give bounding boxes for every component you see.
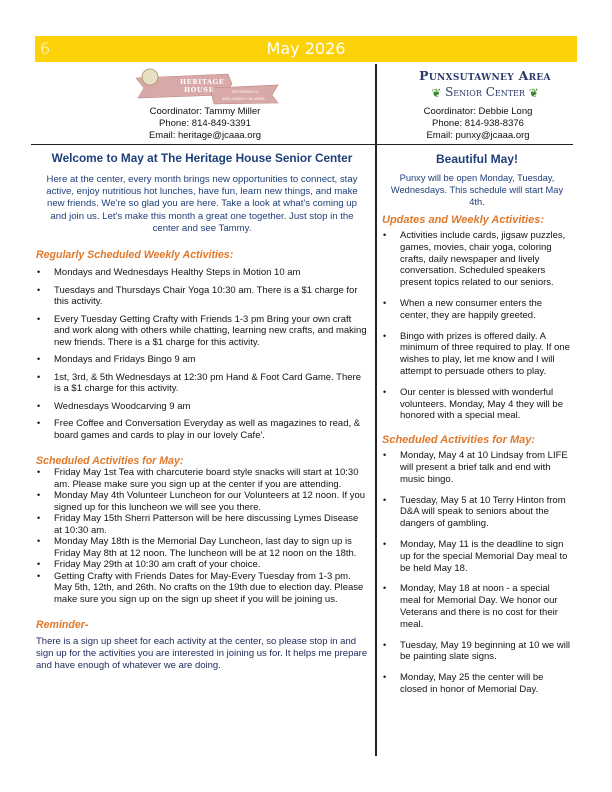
list-item: • Bingo with prizes is offered daily. A minimum of three required to play. If one wishes to play, let me know and I will attempt to persuade others to play.: [382, 331, 572, 378]
heritage-house-logo: [132, 68, 282, 106]
punxsutawney-phone: Phone: 814-938-8376: [432, 118, 524, 129]
list-item: • Activities include cards, jigsaw puzzles, games, movies, chair yoga, coloring crafts, daily newspaper and lively conversation. Scheduled speakers present topics related to our seniors.: [382, 230, 572, 289]
list-item: • Tuesday, May 19 beginning at 10 we will be painting slate signs.: [382, 640, 572, 664]
list-item: • Monday May 4th Volunteer Luncheon for our Volunteers at 12 noon. If you signed up for this luncheon we will see you there.: [36, 490, 368, 513]
punxsutawney-email[interactable]: Email: punxy@jcaaa.org: [426, 130, 530, 141]
punxsutawney-column: [382, 148, 572, 696]
list-item: • Friday May 1st Tea with charcuterie board style snacks will start at 10:30 am. Please make sure you sign up at the center if you are attending.: [36, 467, 368, 490]
may-activities-heading: Scheduled Activities for May:: [36, 455, 184, 468]
punxsutawney-logo-line2: Senior Center: [445, 85, 525, 99]
svg-text:JEFFERSON CO: JEFFERSON CO: [232, 90, 259, 94]
list-item: • Monday, May 25 the center will be closed in honor of Memorial Day.: [382, 672, 572, 696]
list-item: • Getting Crafty with Friends Dates for May-Every Tuesday from 1-3 pm. May 5th, 12th, and 26th. No crafts on the 19th due to election day. Please make sure you sign up on the sign up sheet if you will be joining us.: [36, 571, 368, 606]
column-divider: [375, 64, 377, 756]
may-activities-list: [36, 467, 368, 605]
list-item: • Monday, May 4 at 10 Lindsay from LIFE will present a brief talk and end with music bingo.: [382, 450, 572, 485]
reminder-text: There is a sign up sheet for each activity at the center, so please stop in and sign up for the activities you are interested in joining us for. It helps me prepare and have enough of whatever we are doing.: [36, 636, 368, 671]
page-header-bar: [35, 36, 577, 62]
punxsutawney-logo: [400, 68, 570, 104]
punxsutawney-logo-line1: Punxsutawney Area: [419, 68, 551, 83]
welcome-title: Welcome to May at The Heritage House Senior Center: [51, 151, 353, 165]
right-may-activities-list: [382, 450, 572, 696]
heritage-column: [36, 148, 368, 671]
updates-list: [382, 230, 572, 422]
heritage-phone: Phone: 814-849-3391: [159, 118, 251, 129]
weekly-activities-heading: Regularly Scheduled Weekly Activities:: [36, 249, 234, 262]
list-item: • Every Tuesday Getting Crafty with Friends 1-3 pm Bring your own craft and work along with others while chatting, learning new crafts, and making new friends. There is a $1 charge for this activity.: [36, 314, 368, 349]
heritage-coordinator: Coordinator: Tammy Miller: [149, 106, 261, 117]
punxsutawney-coordinator: Coordinator: Debbie Long: [423, 106, 533, 117]
weekly-activities-list: [36, 267, 368, 441]
heritage-email[interactable]: Email: heritage@jcaaa.org: [148, 130, 262, 141]
list-item: • Free Coffee and Conversation Everyday as well as magazines to read, & board games and cards to play in our lovely Cafe'.: [36, 418, 368, 441]
svg-text:HOUSE: HOUSE: [184, 86, 215, 94]
leaf-icon: ❦: [528, 85, 539, 100]
header-divider: [31, 144, 573, 145]
list-item: • Mondays and Fridays Bingo 9 am: [36, 354, 368, 366]
issue-month: May 2026: [266, 39, 346, 58]
right-may-activities-heading: Scheduled Activities for May:: [382, 434, 536, 447]
list-item: • Friday May 15th Sherri Patterson will be here discussing Lymes Disease at 10:30 am.: [36, 513, 368, 536]
svg-text:AREA AGENCY ON AGING: AREA AGENCY ON AGING: [222, 97, 265, 101]
updates-heading: Updates and Weekly Activities:: [382, 214, 544, 226]
page-number: 6: [40, 39, 51, 58]
list-item: • When a new consumer enters the center, they are happily greeted.: [382, 298, 572, 322]
svg-text:HERITAGE: HERITAGE: [180, 78, 225, 86]
list-item: • Tuesday, May 5 at 10 Terry Hinton from D&A will speak to seniors about the dangers of gambling.: [382, 495, 572, 530]
heritage-contact: [100, 106, 310, 142]
list-item: • Wednesdays Woodcarving 9 am: [36, 401, 368, 413]
list-item: • Monday, May 18 at noon - a special meal for Memorial Day. We honor our Veterans and there is no cost for their meal.: [382, 583, 572, 630]
punxsutawney-contact: [380, 106, 576, 142]
list-item: • 1st, 3rd, & 5th Wednesdays at 12:30 pm Hand & Foot Card Game. There is a $1 charge for this activity.: [36, 372, 368, 395]
welcome-text: Here at the center, every month brings new opportunities to connect, stay active, enjoy nutritious hot lunches, have fun, learn new things, and make new friends. We're so glad you are here. Take a look at what's coming up and join us. Let's make this month a great one together. Just stop in the center and see Tammy.: [46, 174, 358, 234]
list-item: • Monday May 18th is the Memorial Day Luncheon, last day to sign up is Friday May 8th at 12 noon. The luncheon will be at 12 noon on the 18th.: [36, 536, 368, 559]
list-item: • Our center is blessed with wonderful volunteers. Monday, May 4 they will be honored with a special meal.: [382, 387, 572, 422]
list-item: • Friday May 29th at 10:30 am craft of your choice.: [36, 559, 368, 571]
list-item: • Tuesdays and Thursdays Chair Yoga 10:30 am. There is a $1 charge for this activity.: [36, 285, 368, 308]
beautiful-may-title: Beautiful May!: [435, 152, 518, 166]
reminder-heading: Reminder-: [36, 619, 89, 632]
leaf-icon: ❦: [431, 85, 442, 100]
list-item: • Monday, May 11 is the deadline to sign up for the special Memorial Day meal to be held May 18.: [382, 539, 572, 574]
list-item: • Mondays and Wednesdays Healthy Steps in Motion 10 am: [36, 267, 368, 279]
schedule-intro: Punxy will be open Monday, Tuesday, Wednesdays. This schedule will start May 4th.: [390, 173, 564, 207]
